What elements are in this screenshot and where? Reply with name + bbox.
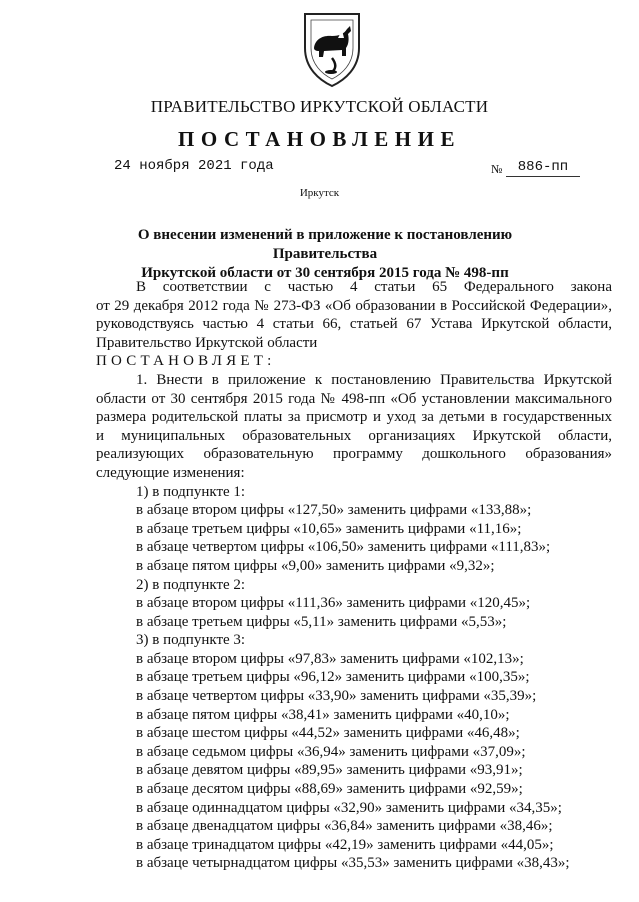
- list-item: 3) в подпункте 3:: [136, 632, 246, 649]
- list-item: в абзаце тринадцатом цифры «42,19» заменить цифрами «44,05»;: [136, 836, 554, 853]
- list-item: в абзаце десятом цифры «88,69» заменить цифрами «92,59»;: [136, 781, 523, 798]
- body-line: от 29 декабря 2012 года № 273-ФЗ «Об образовании в Российской Федерации»,: [96, 297, 612, 314]
- coat-of-arms-emblem: [297, 8, 367, 90]
- list-item: в абзаце третьем цифры «10,65» заменить цифрами «11,16»;: [136, 520, 522, 537]
- title-line: Иркутской области от 30 сентября 2015 года № 498-пп: [141, 265, 509, 281]
- list-item: в абзаце седьмом цифры «36,94» заменить цифрами «37,09»;: [136, 743, 526, 760]
- body-line: и муниципальных образовательных организациях Иркутской области,: [96, 427, 612, 444]
- body-line: реализующих образовательную программу дошкольного образования»: [96, 446, 612, 463]
- list-item: в абзаце втором цифры «97,83» заменить цифрами «102,13»;: [136, 650, 524, 667]
- list-item: в абзаце четвертом цифры «33,90» заменить цифрами «35,39»;: [136, 688, 537, 705]
- list-item: в абзаце пятом цифры «9,00» заменить цифрами «9,32»;: [136, 557, 495, 574]
- body-line: размера родительской платы за присмотр и уход за детьми в государственных: [96, 409, 612, 426]
- list-item: 2) в подпункте 2:: [136, 576, 246, 593]
- list-item: в абзаце четвертом цифры «106,50» заменить цифрами «111,83»;: [136, 539, 551, 556]
- title-line: О внесении изменений в приложение к постановлению Правительства: [137, 227, 513, 262]
- body-line: следующие изменения:: [96, 464, 245, 481]
- body-line: В соответствии с частью 4 статьи 65 Федерального закона: [136, 279, 612, 295]
- list-item: в абзаце четырнадцатом цифры «35,53» заменить цифрами «38,43»;: [136, 855, 570, 872]
- resolve-heading: ПОСТАНОВЛЯЕТ:: [96, 353, 276, 370]
- list-item: в абзаце третьем цифры «5,11» заменить цифрами «5,53»;: [136, 613, 507, 630]
- list-item: в абзаце третьем цифры «96,12» заменить цифрами «100,35»;: [136, 669, 530, 686]
- list-item: в абзаце шестом цифры «44,52» заменить цифрами «46,48»;: [136, 725, 520, 742]
- list-item: в абзаце втором цифры «111,36» заменить цифрами «120,45»;: [136, 595, 531, 612]
- list-item: в абзаце пятом цифры «38,41» заменить цифрами «40,10»;: [136, 706, 510, 723]
- list-item: 1) в подпункте 1:: [136, 483, 246, 500]
- decree-number: 886-пп: [506, 158, 580, 177]
- number-sign: №: [491, 162, 503, 176]
- city: Иркутск: [299, 187, 340, 199]
- document-title: [90, 226, 560, 283]
- body-line: Правительство Иркутской области: [96, 334, 318, 351]
- changes-list: [96, 483, 612, 873]
- body-line: 1. Внести в приложение к постановлению Правительства Иркутской: [136, 371, 612, 388]
- body-line: области от 30 сентября 2015 года № 498-пп «Об установлении максимального: [96, 390, 612, 407]
- body-line: руководствуясь частью 4 статьи 66, статьей 67 Устава Иркутской области,: [96, 316, 612, 333]
- government-name: ПРАВИТЕЛЬСТВО ИРКУТСКОЙ ОБЛАСТИ: [150, 97, 489, 116]
- decree-date: 24 ноября 2021 года: [114, 158, 274, 174]
- list-item: в абзаце девятом цифры «89,95» заменить цифрами «93,91»;: [136, 762, 523, 779]
- list-item: в абзаце двенадцатом цифры «36,84» заменить цифрами «38,46»;: [136, 818, 553, 835]
- document-type: ПОСТАНОВЛЕНИЕ: [178, 127, 461, 151]
- list-item: в абзаце втором цифры «127,50» заменить цифрами «133,88»;: [136, 502, 532, 519]
- list-item: в абзаце одиннадцатом цифры «32,90» заменить цифрами «34,35»;: [136, 799, 562, 816]
- document-body: [96, 278, 612, 873]
